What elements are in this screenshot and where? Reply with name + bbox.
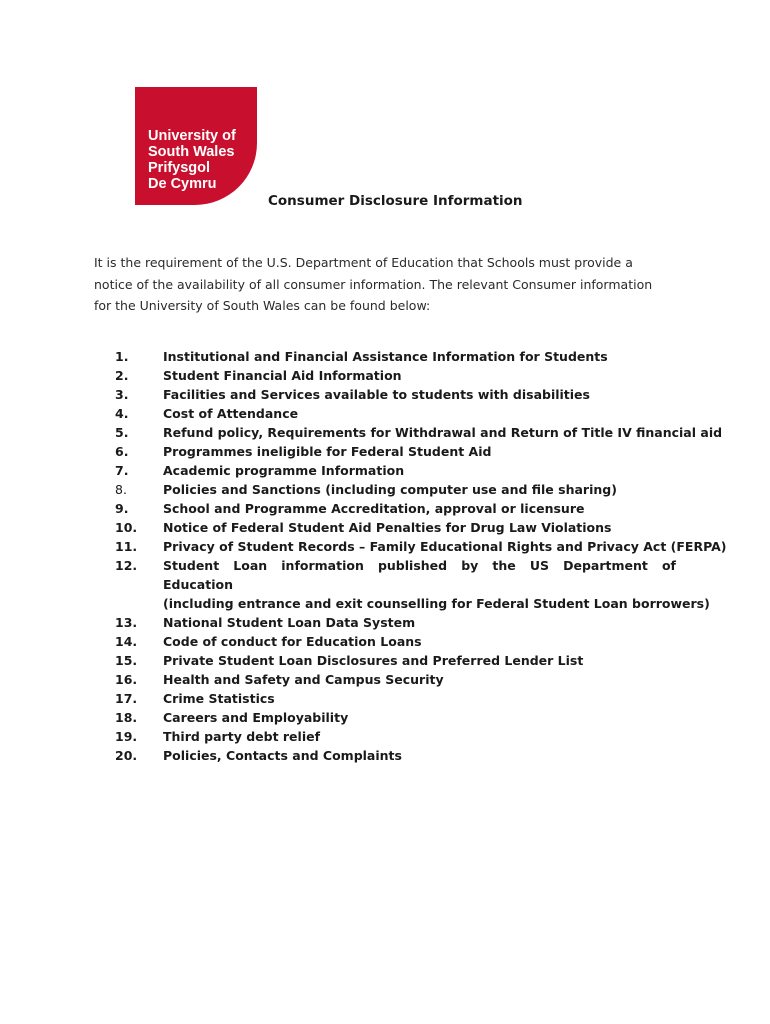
- list-item[interactable]: [94, 670, 694, 689]
- item-text: Privacy of Student Records – Family Educational Rights and Privacy Act (FERPA): [163, 539, 727, 554]
- item-number: 9.: [115, 501, 129, 516]
- list-item[interactable]: [94, 518, 694, 537]
- item-text: Third party debt relief: [163, 729, 321, 744]
- university-logo: [135, 87, 257, 205]
- list-item[interactable]: [94, 689, 694, 708]
- item-text: National Student Loan Data System: [163, 615, 416, 630]
- logo-line: South Wales: [148, 144, 235, 160]
- logo-line: De Cymru: [148, 176, 217, 192]
- list-item[interactable]: [94, 727, 694, 746]
- item-text: Code of conduct for Education Loans: [163, 634, 422, 649]
- item-text: Policies, Contacts and Complaints: [163, 748, 402, 763]
- item-number: 1.: [115, 349, 129, 364]
- logo-line: University of: [148, 128, 236, 144]
- list-item[interactable]: [94, 613, 694, 632]
- item-number: 4.: [115, 406, 129, 421]
- list-item[interactable]: [94, 708, 694, 727]
- item-text: Private Student Loan Disclosures and Preferred Lender List: [163, 653, 584, 668]
- item-number: 20.: [115, 748, 138, 763]
- item-number: 15.: [115, 653, 138, 668]
- list-item[interactable]: [94, 366, 694, 385]
- item-text: Academic programme Information: [163, 463, 405, 478]
- item-text: Institutional and Financial Assistance Information for Students: [163, 349, 608, 364]
- list-item[interactable]: [94, 404, 694, 423]
- item-text-continued: (including entrance and exit counselling for Federal Student Loan borrowers): [163, 596, 710, 611]
- item-number: 10.: [115, 520, 138, 535]
- list-item[interactable]: [94, 556, 710, 613]
- list-item[interactable]: [94, 499, 694, 518]
- item-number: 18.: [115, 710, 138, 725]
- list-item[interactable]: [94, 651, 694, 670]
- intro-line: It is the requirement of the U.S. Department of Education that Schools must provide a: [94, 255, 633, 270]
- list-item[interactable]: [94, 423, 723, 442]
- list-item[interactable]: [94, 480, 694, 499]
- item-number: 5.: [115, 425, 129, 440]
- item-text: Facilities and Services available to students with disabilities: [163, 387, 590, 402]
- list-item[interactable]: [94, 385, 694, 404]
- list-item[interactable]: [94, 746, 694, 765]
- item-number: 11.: [115, 539, 138, 554]
- item-text: Student Loan information published by the US Department of Education: [163, 558, 676, 592]
- logo-line: Prifysgol: [148, 160, 211, 176]
- list-item[interactable]: [94, 537, 727, 556]
- item-number: 6.: [115, 444, 129, 459]
- page-title: Consumer Disclosure Information: [268, 193, 523, 209]
- item-text: Policies and Sanctions (including computer use and file sharing): [163, 482, 617, 497]
- intro-line: notice of the availability of all consumer information. The relevant Consumer information: [94, 276, 653, 292]
- item-number: 2.: [115, 368, 129, 383]
- item-text: School and Programme Accreditation, approval or licensure: [163, 501, 585, 516]
- list-item[interactable]: [94, 442, 694, 461]
- item-number: 13.: [115, 615, 138, 630]
- list-item[interactable]: [94, 632, 694, 651]
- item-text: Notice of Federal Student Aid Penalties for Drug Law Violations: [163, 520, 612, 535]
- list-item[interactable]: [94, 347, 694, 366]
- item-text: Cost of Attendance: [163, 406, 299, 421]
- item-text: Programmes ineligible for Federal Student Aid: [163, 444, 492, 459]
- item-number: 12.: [115, 558, 138, 573]
- item-text: Crime Statistics: [163, 691, 275, 706]
- item-number: 8.: [115, 482, 127, 497]
- item-text: Refund policy, Requirements for Withdrawal and Return of Title IV financial aid: [163, 425, 723, 440]
- item-number: 3.: [115, 387, 129, 402]
- item-number: 17.: [115, 691, 138, 706]
- item-text: Student Financial Aid Information: [163, 368, 402, 383]
- item-number: 19.: [115, 729, 138, 744]
- list-item[interactable]: [94, 461, 694, 480]
- item-text: Careers and Employability: [163, 710, 349, 725]
- item-number: 7.: [115, 463, 129, 478]
- item-text: Health and Safety and Campus Security: [163, 672, 444, 687]
- item-number: 14.: [115, 634, 138, 649]
- disclosure-list: [94, 347, 727, 765]
- intro-paragraph: [94, 252, 674, 317]
- intro-line: for the University of South Wales can be found below:: [94, 298, 431, 313]
- item-number: 16.: [115, 672, 138, 687]
